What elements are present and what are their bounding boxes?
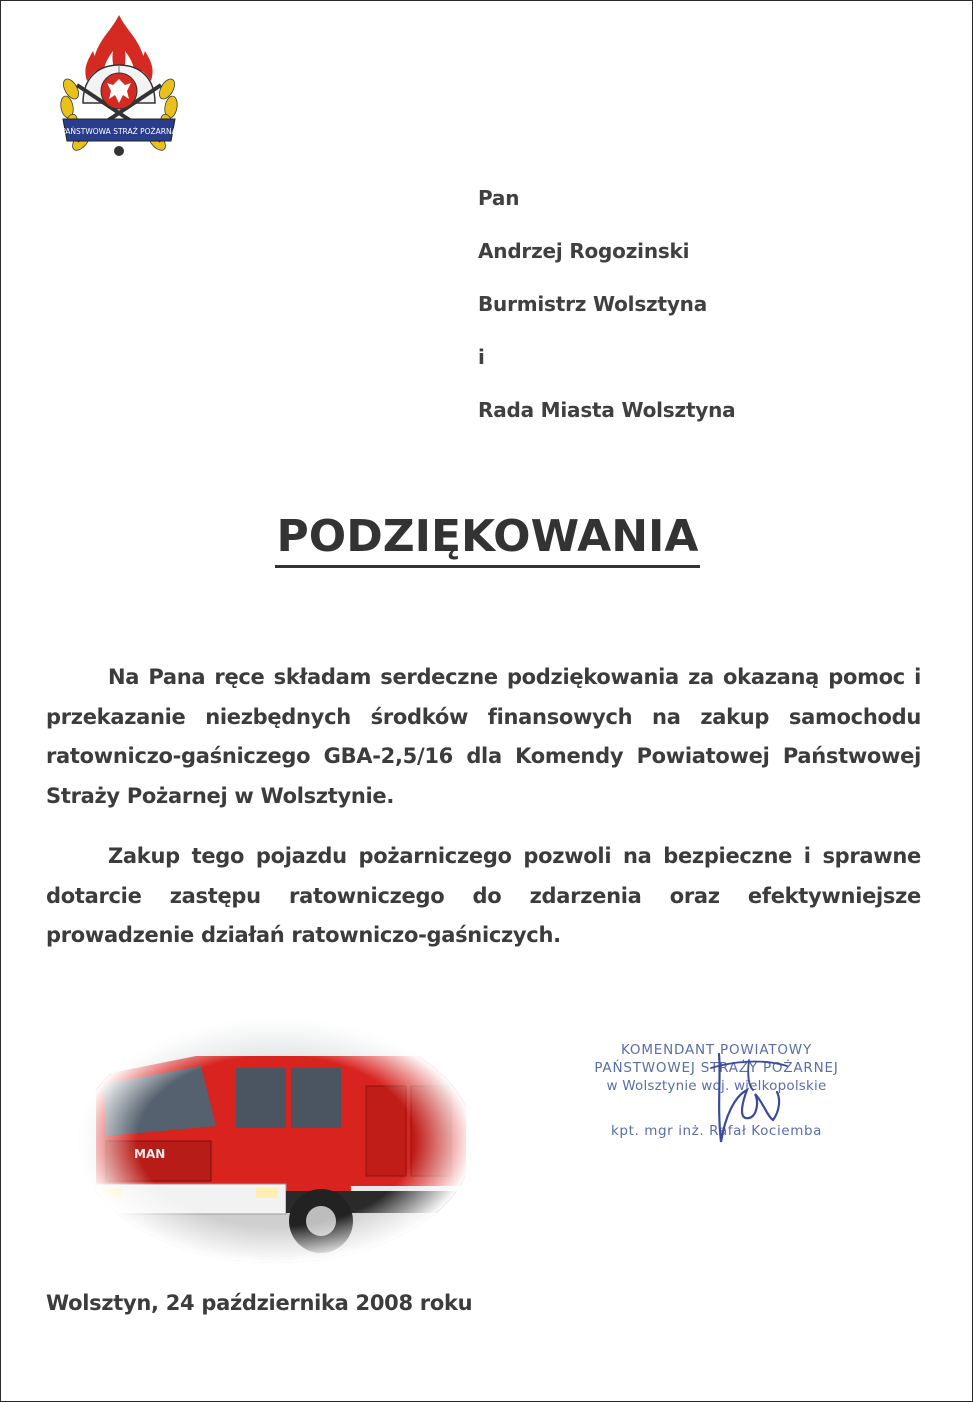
recipient-title: Burmistrz Wolsztyna	[478, 292, 707, 316]
recipient-salutation: Pan	[478, 186, 520, 210]
stamp-line-2: PAŃSTWOWEJ STRAŻY POŻARNEJ	[594, 1060, 839, 1076]
stamp-signatory: kpt. mgr inż. Rafał Kociemba	[610, 1123, 823, 1139]
body-paragraph-2: Zakup tego pojazdu pożarniczego pozwoli na bezpieczne i sprawne dotarcie zastępu ratowniczego do zdarzenia oraz efektywniejsze prowadzenie działań ratowniczo-gaśniczych.	[46, 844, 921, 947]
emblem-band-text: PAŃSTWOWA STRAŻ POŻARNA	[61, 127, 177, 136]
recipient-council: Rada Miasta Wolsztyna	[478, 398, 736, 422]
fire-truck-photo	[76, 1016, 476, 1266]
fire-service-emblem-icon	[53, 11, 185, 163]
recipient-name: Andrzej Rogozinski	[478, 239, 690, 263]
recipient-conjunction: i	[478, 345, 485, 369]
document-title	[1, 509, 973, 568]
handwritten-signature-icon	[691, 1046, 801, 1156]
body-paragraph-1: Na Pana ręce składam serdeczne podziękowania za okazaną pomoc i przekazanie niezbędnych środków finansowych na zakup samochodu ratowniczo-gaśniczego GBA-2,5/16 dla Komendy Powiatowej Państwowej Straży Pożarnej w Wolsztynie.	[46, 665, 921, 808]
place-and-date: Wolsztyn, 24 października 2008 roku	[46, 1291, 473, 1315]
title-text: PODZIĘKOWANIA	[275, 509, 701, 568]
recipient-block	[478, 183, 735, 448]
stamp-line-3: w Wolsztynie woj. wielkopolskie	[606, 1078, 827, 1094]
stamp-line-1: KOMENDANT POWIATOWY	[621, 1042, 812, 1058]
